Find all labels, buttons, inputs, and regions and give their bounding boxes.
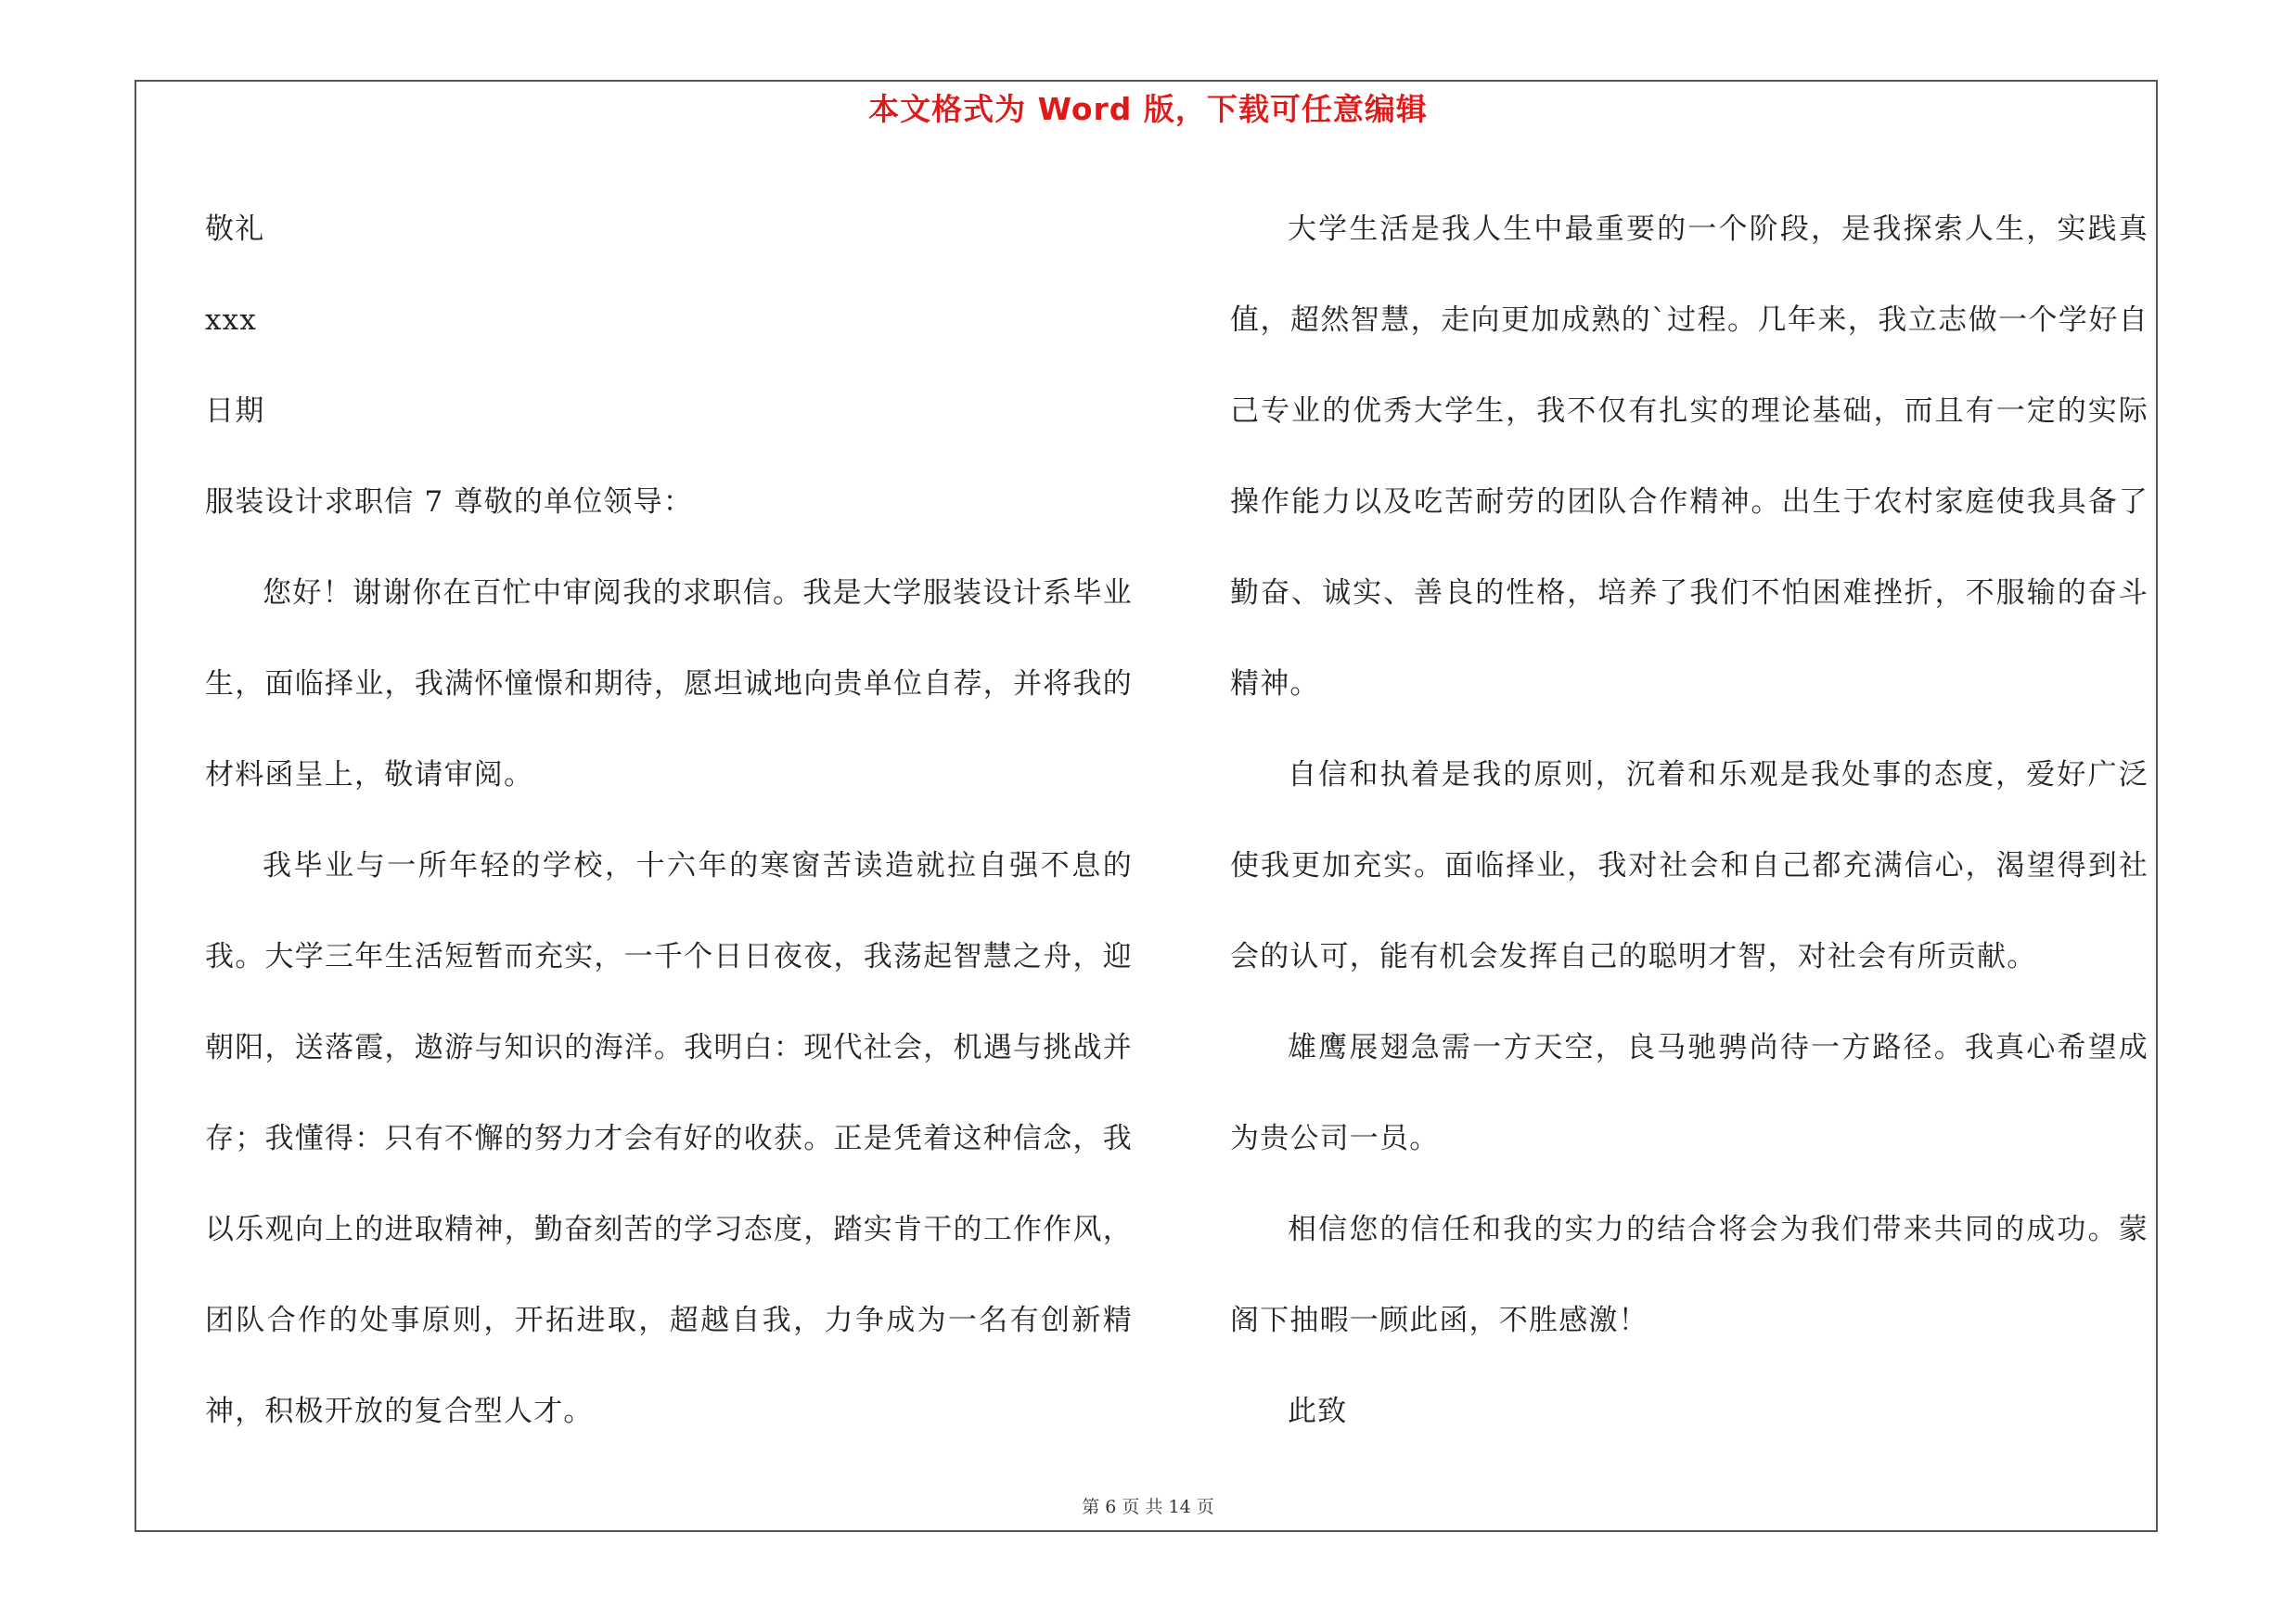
body-paragraph: 自信和执着是我的原则，沉着和乐观是我处事的态度，爱好广泛使我更加充实。面临择业，我对社会和自己都充满信心，渴望得到社会的认可，能有机会发挥自己的聪明才智，对社会有所贡献。 xyxy=(1230,758,2148,973)
body-paragraph: 雄鹰展翅急需一方天空，良马驰骋尚待一方路径。我真心希望成为贵公司一员。 xyxy=(1230,1031,2148,1155)
body-paragraph: 相信您的信任和我的实力的结合将会为我们带来共同的成功。蒙阁下抽暇一顾此函，不胜感激！ xyxy=(1230,1213,2148,1337)
body-paragraph: 我毕业与一所年轻的学校，十六年的寒窗苦读造就拉自强不息的我。大学三年生活短暂而充实，一千个日日夜夜，我荡起智慧之舟，迎朝阳，送落霞，遨游与知识的海洋。我明白：现代社会，机遇与挑战并存；我懂得：只有不懈的努力才会有好的收获。正是凭着这种信念，我以乐观向上的进取精神，勤奋刻苦的学习态度，踏实肯干的工作作风，团队合作的处事原则，开拓进取，超越自我，力争成为一名有创新精神，积极开放的复合型人才。 xyxy=(205,849,1133,1428)
body-paragraph: 大学生活是我人生中最重要的一个阶段，是我探索人生，实践真值，超然智慧，走向更加成熟的`过程。几年来，我立志做一个学好自己专业的优秀大学生，我不仅有扎实的理论基础，而且有一定的实际操作能力以及吃苦耐劳的团队合作精神。出生于农村家庭使我具备了勤奋、诚实、善良的性格，培养了我们不怕困难挫折，不服输的奋斗精神。 xyxy=(1230,213,2148,701)
closing-salutation: 敬礼 xyxy=(205,213,265,246)
signature: xxx xyxy=(205,303,258,337)
page-number: 第 6 页 共 14 页 xyxy=(1082,1497,1214,1517)
closing-phrase: 此致 xyxy=(1288,1395,1348,1428)
body-paragraph: 您好！谢谢你在百忙中审阅我的求职信。我是大学服装设计系毕业生，面临择业，我满怀憧憬和期待，愿坦诚地向贵单位自荐，并将我的材料函呈上，敬请审阅。 xyxy=(205,576,1133,792)
left-column xyxy=(205,184,1133,1457)
date-line: 日期 xyxy=(205,394,265,428)
editable-format-banner: 本文格式为 Word 版，下载可任意编辑 xyxy=(868,91,1428,127)
right-column xyxy=(1230,184,2148,1457)
letter-heading: 服装设计求职信 7 尊敬的单位领导： xyxy=(205,485,694,519)
